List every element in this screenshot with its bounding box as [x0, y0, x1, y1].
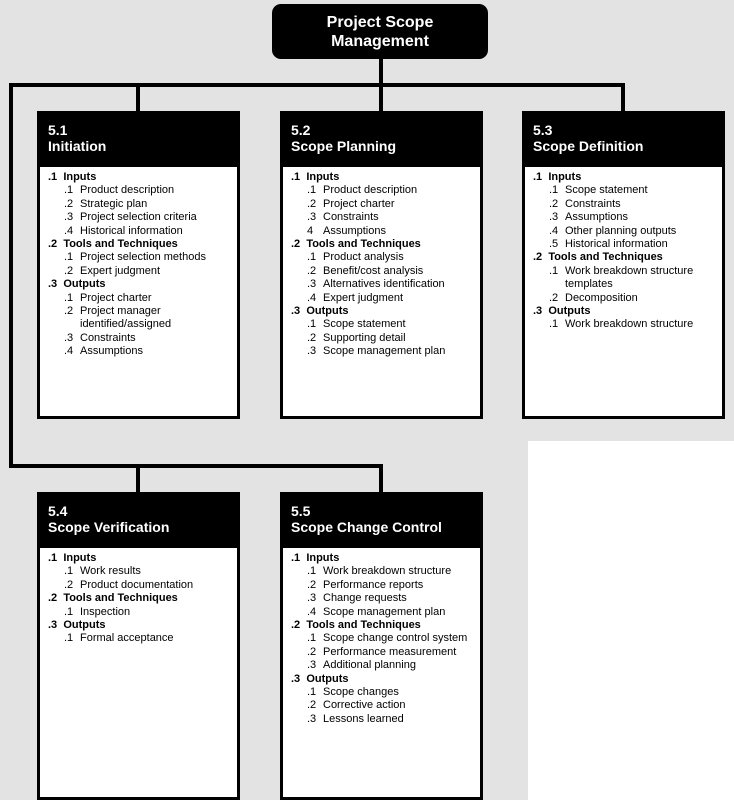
item-number: .1 — [307, 632, 317, 645]
item-text: Scope management plan — [323, 605, 446, 618]
item-text: Historical information — [80, 224, 183, 237]
list-item — [283, 699, 480, 712]
list-item — [40, 251, 237, 264]
connector-horizontal-bottom — [9, 464, 383, 468]
section-number: .3 — [291, 305, 301, 318]
list-item — [283, 713, 480, 726]
list-item — [40, 305, 237, 332]
section-label: Tools and Techniques — [63, 238, 178, 251]
item-text: Constraints — [80, 331, 136, 344]
list-item — [283, 579, 480, 592]
list-item — [40, 565, 237, 578]
item-number: .1 — [549, 318, 559, 331]
list-item — [283, 251, 480, 264]
section-label: Outputs — [306, 305, 349, 318]
section-number: .3 — [48, 619, 58, 632]
section-heading — [283, 673, 480, 686]
process-header — [40, 114, 237, 167]
section-heading — [283, 552, 480, 565]
item-number: .3 — [307, 712, 317, 725]
section-label: Outputs — [548, 305, 591, 318]
item-number: .4 — [307, 291, 317, 304]
section-label: Tools and Techniques — [548, 251, 663, 264]
item-number: .2 — [64, 197, 74, 210]
list-item — [525, 211, 722, 224]
list-item — [40, 606, 237, 619]
section-number: .1 — [291, 171, 301, 183]
process-name: Scope Definition — [533, 138, 644, 154]
section-label: Outputs — [63, 619, 106, 632]
section-number: .2 — [533, 251, 543, 264]
item-number: .2 — [307, 197, 317, 210]
item-text: Project selection criteria — [80, 211, 197, 224]
item-number: .2 — [64, 578, 74, 591]
item-number: .2 — [307, 578, 317, 591]
process-box-scope-verification — [37, 492, 240, 800]
item-text: Historical information — [565, 238, 668, 251]
list-item — [525, 198, 722, 211]
item-text: Other planning outputs — [565, 224, 677, 237]
process-header — [283, 495, 480, 548]
section-heading — [283, 619, 480, 632]
section-heading — [40, 171, 237, 184]
item-text: Project charter — [80, 291, 152, 304]
section-number: .2 — [291, 238, 301, 251]
list-item — [283, 345, 480, 358]
item-number: .1 — [64, 251, 74, 264]
item-text: Work breakdown structure — [565, 318, 694, 331]
process-item-list — [283, 167, 480, 359]
section-number: .1 — [48, 552, 58, 564]
list-item — [40, 579, 237, 592]
item-number: .3 — [307, 592, 317, 605]
process-number: 5.4 — [48, 503, 68, 519]
process-header — [283, 114, 480, 167]
section-heading — [40, 592, 237, 605]
section-heading — [40, 552, 237, 565]
section-heading — [40, 619, 237, 632]
item-text: Project manager identified/assigned — [80, 305, 172, 331]
list-item — [283, 211, 480, 224]
list-item — [40, 292, 237, 305]
section-number: .1 — [533, 171, 543, 183]
item-number: .1 — [64, 184, 74, 197]
item-number: .4 — [307, 605, 317, 618]
list-item — [40, 265, 237, 278]
item-text: Project selection methods — [80, 251, 206, 264]
process-header — [525, 114, 722, 167]
item-number: .1 — [64, 605, 74, 618]
item-text: Decomposition — [565, 291, 638, 304]
list-item — [283, 606, 480, 619]
process-name: Scope Change Control — [291, 519, 442, 535]
section-label: Inputs — [548, 171, 582, 183]
section-label: Inputs — [306, 171, 340, 183]
item-text: Alternatives identification — [323, 278, 445, 291]
list-item — [283, 225, 480, 238]
item-number: .1 — [64, 291, 74, 304]
list-item — [283, 292, 480, 305]
item-number: .3 — [549, 211, 559, 224]
item-number: .1 — [307, 251, 317, 264]
item-text: Performance reports — [323, 578, 424, 591]
item-text: Product description — [80, 184, 175, 197]
list-item — [525, 225, 722, 238]
connector-to-5-4 — [136, 464, 140, 494]
item-number: .4 — [549, 224, 559, 237]
item-text: Performance measurement — [323, 645, 457, 658]
list-item — [283, 318, 480, 331]
process-number: 5.1 — [48, 122, 68, 138]
item-text: Additional planning — [323, 659, 416, 672]
section-number: .2 — [48, 238, 58, 251]
item-text: Work results — [80, 565, 141, 578]
item-text: Product documentation — [80, 578, 194, 591]
item-number: .3 — [307, 211, 317, 224]
item-text: Project charter — [323, 197, 395, 210]
item-text: Assumptions — [323, 224, 386, 237]
connector-to-5-2 — [379, 83, 383, 113]
connector-to-5-3 — [621, 83, 625, 113]
section-number: .3 — [48, 278, 58, 291]
item-text: Formal acceptance — [80, 632, 174, 645]
section-number: .3 — [291, 672, 301, 685]
section-number: .3 — [533, 305, 543, 318]
item-number: .4 — [64, 345, 74, 358]
item-number: .1 — [549, 184, 559, 197]
item-text: Inspection — [80, 605, 131, 618]
list-item — [525, 292, 722, 305]
item-number: .3 — [64, 331, 74, 344]
list-item — [40, 211, 237, 224]
item-number: .1 — [307, 565, 317, 578]
item-text: Product description — [323, 184, 418, 197]
item-text: Constraints — [565, 197, 621, 210]
item-number: .1 — [549, 264, 559, 277]
item-number: .2 — [549, 291, 559, 304]
list-item — [283, 278, 480, 291]
item-text: Lessons learned — [323, 712, 404, 725]
item-number: .2 — [307, 645, 317, 658]
section-number: .1 — [48, 171, 58, 183]
connector-left-vertical — [9, 83, 13, 467]
item-text: Scope change control system — [323, 632, 468, 645]
item-text: Scope changes — [323, 686, 399, 699]
list-item — [283, 646, 480, 659]
item-number: .1 — [307, 686, 317, 699]
item-number: .3 — [307, 278, 317, 291]
list-item — [525, 265, 722, 292]
section-number: .1 — [291, 552, 301, 564]
section-label: Tools and Techniques — [63, 592, 178, 605]
process-name: Scope Verification — [48, 519, 170, 535]
section-heading — [283, 171, 480, 184]
list-item — [525, 184, 722, 197]
section-number: .2 — [291, 619, 301, 632]
list-item — [525, 318, 722, 331]
section-heading — [525, 171, 722, 184]
process-item-list — [40, 548, 237, 646]
item-number: .3 — [64, 211, 74, 224]
process-box-initiation — [37, 111, 240, 419]
section-label: Tools and Techniques — [306, 238, 421, 251]
section-heading — [283, 305, 480, 318]
item-number: .3 — [307, 659, 317, 672]
process-item-list — [283, 548, 480, 726]
list-item — [283, 265, 480, 278]
item-text: Assumptions — [80, 345, 143, 358]
list-item — [283, 632, 480, 645]
list-item — [40, 632, 237, 645]
item-text: Change requests — [323, 592, 407, 605]
item-number: .1 — [307, 318, 317, 331]
connector-title-down — [379, 58, 383, 86]
process-number: 5.3 — [533, 122, 553, 138]
item-text: Corrective action — [323, 699, 406, 712]
list-item — [40, 225, 237, 238]
section-label: Outputs — [306, 672, 349, 685]
section-label: Outputs — [63, 278, 106, 291]
section-label: Inputs — [306, 552, 340, 564]
item-number: 4 — [307, 224, 314, 237]
process-item-list — [525, 167, 722, 332]
item-text: Expert judgment — [323, 291, 404, 304]
item-number: .5 — [549, 238, 559, 251]
section-heading — [283, 238, 480, 251]
connector-to-5-5 — [379, 464, 383, 494]
item-text: Assumptions — [565, 211, 628, 224]
list-item — [283, 592, 480, 605]
item-number: .2 — [64, 264, 74, 277]
list-item — [283, 659, 480, 672]
connector-to-5-1 — [136, 83, 140, 113]
process-box-scope-planning — [280, 111, 483, 419]
process-number: 5.5 — [291, 503, 311, 519]
diagram-title: Project Scope Management — [272, 4, 488, 59]
list-item — [525, 238, 722, 251]
process-header — [40, 495, 237, 548]
item-number: .2 — [64, 305, 74, 318]
section-label: Inputs — [63, 171, 97, 183]
list-item — [283, 198, 480, 211]
item-number: .1 — [64, 632, 74, 645]
item-number: .3 — [307, 345, 317, 358]
item-text: Benefit/cost analysis — [323, 264, 424, 277]
process-box-scope-definition — [522, 111, 725, 419]
item-text: Scope statement — [323, 318, 406, 331]
process-name: Scope Planning — [291, 138, 397, 154]
section-heading — [525, 305, 722, 318]
section-label: Inputs — [63, 552, 97, 564]
item-number: .2 — [307, 699, 317, 712]
item-text: Work breakdown structure — [323, 565, 452, 578]
list-item — [283, 686, 480, 699]
list-item — [283, 565, 480, 578]
item-text: Work breakdown structure templates — [565, 264, 694, 291]
item-text: Scope management plan — [323, 345, 446, 358]
item-number: .2 — [307, 331, 317, 344]
item-text: Supporting detail — [323, 331, 406, 344]
list-item — [40, 184, 237, 197]
section-number: .2 — [48, 592, 58, 605]
list-item — [40, 332, 237, 345]
list-item — [283, 184, 480, 197]
item-text: Expert judgment — [80, 264, 161, 277]
item-number: .1 — [64, 565, 74, 578]
item-text: Constraints — [323, 211, 379, 224]
item-number: .2 — [307, 264, 317, 277]
item-text: Product analysis — [323, 251, 404, 264]
connector-horizontal-top — [9, 83, 625, 87]
section-heading — [40, 278, 237, 291]
item-text: Scope statement — [565, 184, 648, 197]
process-name: Initiation — [48, 138, 107, 154]
section-label: Tools and Techniques — [306, 619, 421, 632]
section-heading — [525, 251, 722, 264]
process-item-list — [40, 167, 237, 359]
list-item — [40, 345, 237, 358]
section-heading — [40, 238, 237, 251]
item-number: .1 — [307, 184, 317, 197]
process-number: 5.2 — [291, 122, 311, 138]
item-text: Strategic plan — [80, 197, 148, 210]
process-box-scope-change-control — [280, 492, 483, 800]
item-number: .2 — [549, 197, 559, 210]
list-item — [283, 332, 480, 345]
item-number: .4 — [64, 224, 74, 237]
list-item — [40, 198, 237, 211]
